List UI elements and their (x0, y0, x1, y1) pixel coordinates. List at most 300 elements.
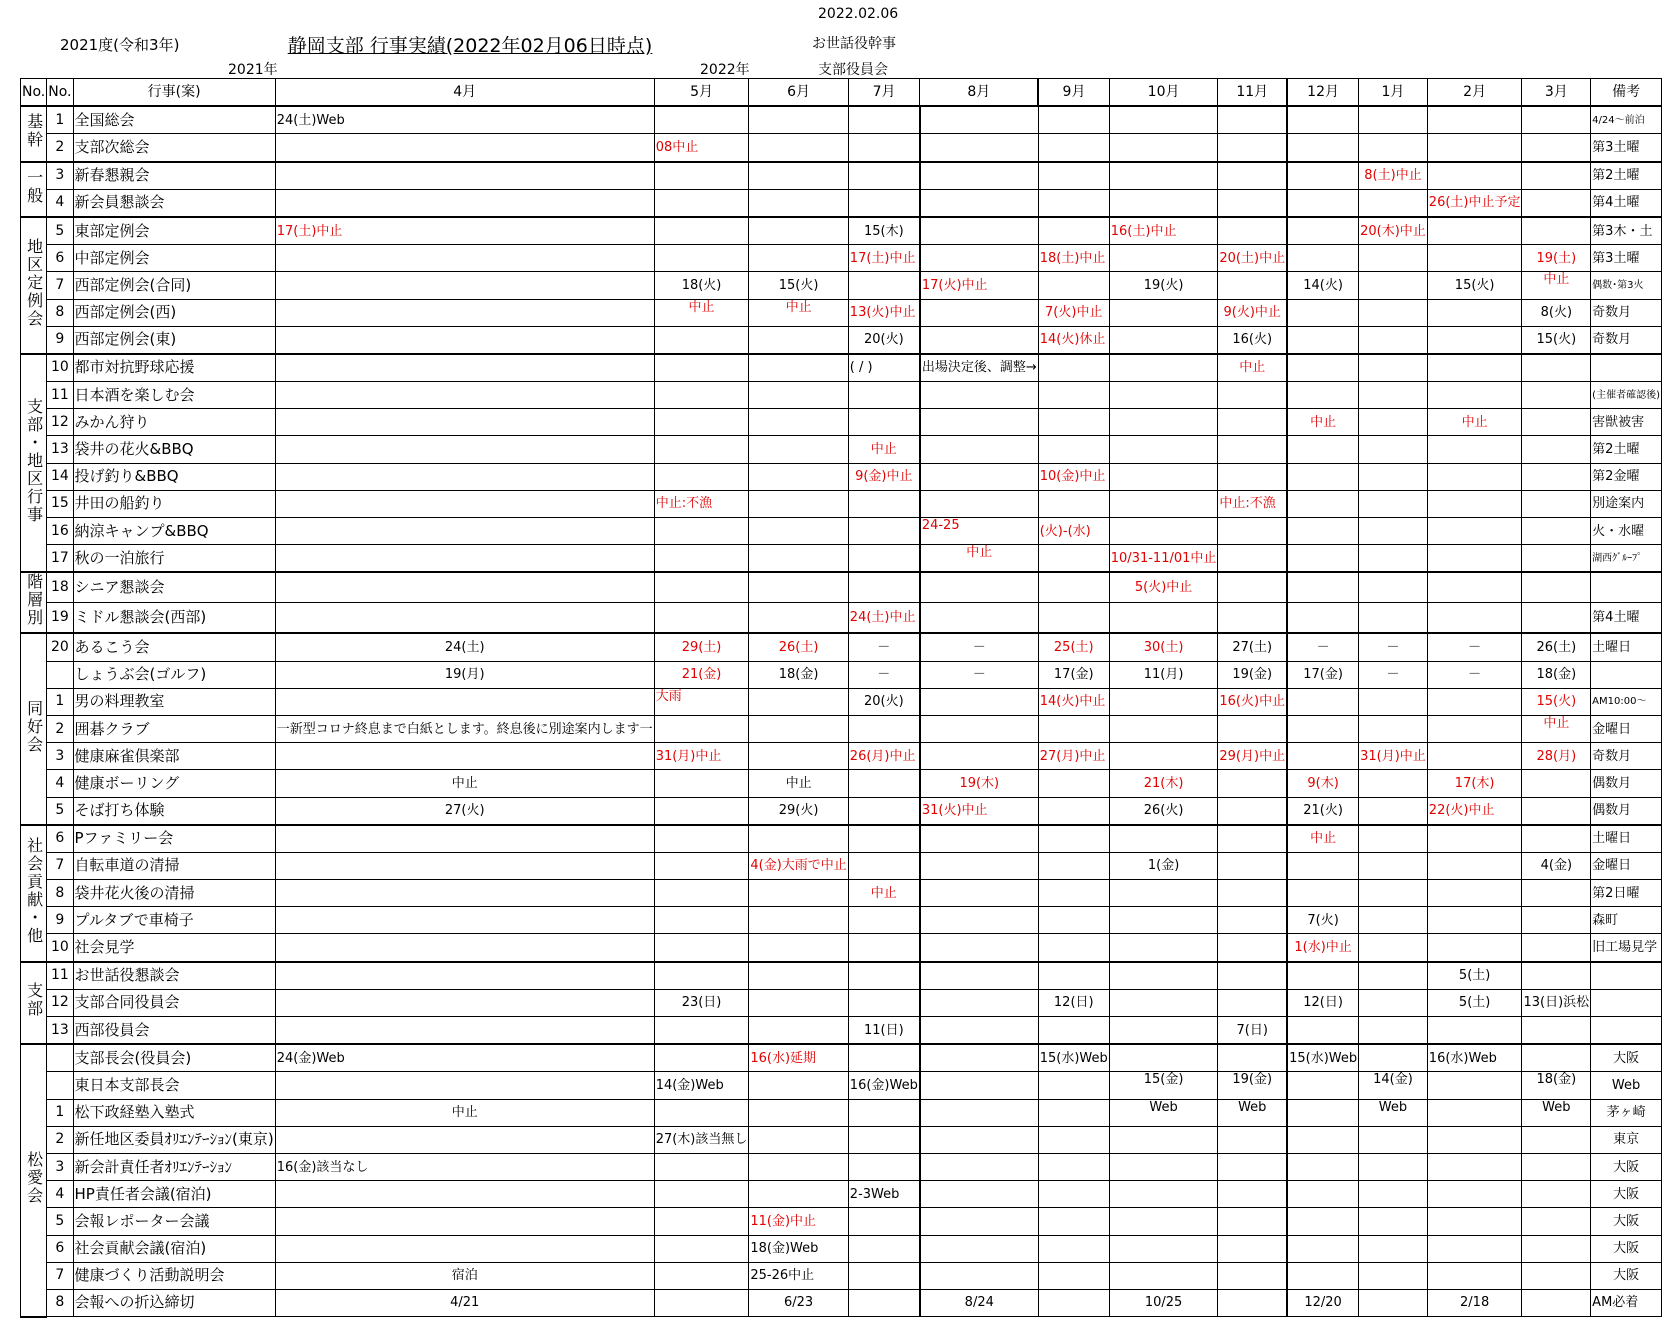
event-name: 新春懇親会 (73, 162, 275, 190)
table-row (21, 770, 1662, 797)
table-row (21, 688, 1662, 715)
month-cell (1359, 1235, 1428, 1262)
cell-text: 中止 (785, 299, 812, 315)
month-cell (920, 382, 1038, 409)
month-cell (848, 106, 920, 134)
month-cell (848, 1072, 920, 1099)
month-cell (1038, 1044, 1109, 1072)
cell-text: 大雨 (655, 688, 682, 704)
month-cell (1218, 1126, 1287, 1153)
month-cell (1522, 688, 1591, 715)
row-number: 2 (47, 1126, 73, 1153)
month-cell (1038, 1262, 1109, 1289)
event-name: 松下政経塾入塾式 (73, 1099, 275, 1126)
month-cell (749, 382, 848, 409)
month-cell (1287, 382, 1359, 409)
month-cell (1427, 572, 1522, 603)
month-cell (1218, 1153, 1287, 1180)
table-row (21, 603, 1662, 634)
cell-text: 15(火) (1536, 694, 1577, 710)
cell-text: 中止 (870, 885, 897, 901)
month-cell (1522, 217, 1591, 245)
month-cell (1287, 770, 1359, 797)
month-cell (1287, 1072, 1359, 1099)
month-cell (1359, 1262, 1428, 1289)
month-cell (1109, 715, 1218, 742)
month-cell (1109, 1235, 1218, 1262)
event-name: プルタブで車椅子 (73, 907, 275, 934)
month-cell (1427, 770, 1522, 797)
cell-text: 1(水)中止 (1294, 940, 1352, 956)
cell-text: 20(火) (863, 332, 904, 348)
month-cell (654, 603, 749, 634)
month-cell (654, 463, 749, 490)
column-header: 6月 (749, 79, 848, 107)
month-cell (749, 934, 848, 962)
table-row (21, 934, 1662, 962)
month-cell (275, 1208, 654, 1235)
month-cell (1359, 1208, 1428, 1235)
month-cell (1218, 880, 1287, 907)
row-number: 16 (47, 518, 73, 545)
month-cell (920, 633, 1038, 661)
month-cell (848, 1181, 920, 1208)
month-cell (1427, 1208, 1522, 1235)
cell-text: 中止 (1461, 414, 1488, 430)
event-name: お世話役懇談会 (73, 962, 275, 990)
cell-text: － (1386, 667, 1400, 683)
cell-text: 26(月)中止 (849, 748, 916, 764)
event-name: 投げ釣り&BBQ (73, 463, 275, 490)
month-cell (1359, 743, 1428, 770)
cell-text: 15(金) (1143, 1072, 1184, 1088)
column-header: 備考 (1591, 79, 1662, 107)
cell-text: 26(土) (778, 639, 819, 655)
month-cell (1522, 1289, 1591, 1316)
month-cell (1218, 1235, 1287, 1262)
month-cell (1522, 1072, 1591, 1099)
month-cell (749, 1099, 848, 1126)
event-name: 健康づくり活動説明会 (73, 1262, 275, 1289)
month-cell (1218, 354, 1287, 382)
table-row (21, 715, 1662, 742)
month-cell (1109, 825, 1218, 853)
table-row (21, 382, 1662, 409)
month-cell (920, 907, 1038, 934)
month-cell (1287, 463, 1359, 490)
month-cell (1427, 490, 1522, 517)
month-cell (920, 934, 1038, 962)
cell-text: ( / ) (849, 360, 873, 376)
month-cell (1038, 1126, 1109, 1153)
month-cell (1522, 852, 1591, 879)
row-number: 5 (47, 797, 73, 825)
month-cell (1427, 463, 1522, 490)
cell-text: 19(金) (1232, 667, 1273, 683)
month-cell (1522, 962, 1591, 990)
month-cell (1109, 1289, 1218, 1316)
table-row (21, 1072, 1662, 1099)
month-cell (1038, 436, 1109, 463)
month-cell (1522, 770, 1591, 797)
row-number: 9 (47, 907, 73, 934)
month-cell (920, 545, 1038, 573)
month-cell (920, 245, 1038, 272)
month-cell (920, 1017, 1038, 1045)
month-cell (848, 217, 920, 245)
month-cell (1359, 545, 1428, 573)
month-cell (920, 436, 1038, 463)
cell-text: 宿泊 (451, 1268, 478, 1284)
table-row (21, 1208, 1662, 1235)
month-cell (848, 490, 920, 517)
month-cell (1109, 189, 1218, 217)
month-cell (1218, 326, 1287, 354)
month-cell (654, 162, 749, 190)
month-cell (1287, 436, 1359, 463)
cell-text: 中止 (1543, 272, 1570, 288)
month-cell (654, 189, 749, 217)
month-cell (848, 825, 920, 853)
cell-text: 16(水)延期 (750, 1050, 817, 1066)
month-cell (275, 1289, 654, 1316)
month-cell (1218, 907, 1287, 934)
note-cell: 第2日曜 (1591, 880, 1662, 907)
category-text: 支部 (24, 982, 44, 1019)
month-cell (1427, 545, 1522, 573)
event-name: 男の料理教室 (73, 688, 275, 715)
event-name: 西部定例会(西) (73, 299, 275, 326)
month-cell (1218, 688, 1287, 715)
month-cell (848, 1208, 920, 1235)
note-cell: 第4土曜 (1591, 603, 1662, 634)
month-cell (749, 490, 848, 517)
month-cell (1218, 1044, 1287, 1072)
month-cell (1038, 272, 1109, 299)
month-cell (1522, 299, 1591, 326)
month-cell (1218, 661, 1287, 688)
event-name: 自転車道の清掃 (73, 852, 275, 879)
month-cell (275, 688, 654, 715)
month-cell (1109, 743, 1218, 770)
category-label (21, 572, 47, 633)
month-cell (1038, 962, 1109, 990)
month-cell (1109, 299, 1218, 326)
month-cell (1038, 326, 1109, 354)
cell-text: 24(土) (444, 639, 485, 655)
month-cell (275, 880, 654, 907)
month-cell (1038, 797, 1109, 825)
month-cell (1038, 518, 1109, 545)
category-label (21, 633, 47, 824)
cell-text: 18(金)Web (750, 1241, 819, 1257)
month-cell (1218, 603, 1287, 634)
month-cell (920, 1072, 1038, 1099)
month-cell (275, 1017, 654, 1045)
month-cell (1359, 436, 1428, 463)
table-row (21, 545, 1662, 573)
month-cell (920, 743, 1038, 770)
month-cell (920, 189, 1038, 217)
month-cell (1109, 1072, 1218, 1099)
cell-text: 21(木) (1143, 775, 1184, 791)
month-cell (1038, 1181, 1109, 1208)
month-cell (1522, 603, 1591, 634)
month-cell (1287, 106, 1359, 134)
row-number: 13 (47, 1017, 73, 1045)
cell-text: 24(金)Web (276, 1050, 345, 1066)
cell-text: － (1468, 667, 1482, 683)
month-cell (920, 1262, 1038, 1289)
month-cell (654, 989, 749, 1016)
month-cell (749, 463, 848, 490)
cell-text: 25-26中止 (750, 1268, 815, 1284)
category-label (21, 354, 47, 573)
month-cell (749, 1044, 848, 1072)
cell-text: 14(火)休止 (1039, 332, 1106, 348)
event-name: シニア懇談会 (73, 572, 275, 603)
month-cell (1522, 1181, 1591, 1208)
month-cell (1287, 545, 1359, 573)
row-number: 5 (47, 217, 73, 245)
month-cell (1038, 715, 1109, 742)
month-cell (749, 715, 848, 742)
row-number: 15 (47, 490, 73, 517)
row-number: 18 (47, 572, 73, 603)
month-cell (654, 1072, 749, 1099)
month-cell (848, 688, 920, 715)
table-row (21, 162, 1662, 190)
note-cell: 第2金曜 (1591, 463, 1662, 490)
month-cell (1427, 1044, 1522, 1072)
note-cell: 偶数･第3火 (1591, 272, 1662, 299)
month-cell (1427, 907, 1522, 934)
table-row (21, 409, 1662, 436)
month-cell (654, 436, 749, 463)
cell-text: 中止 (870, 442, 897, 458)
month-cell (1038, 1153, 1109, 1180)
month-cell (654, 1289, 749, 1316)
month-cell (1038, 633, 1109, 661)
cell-text: 中止 (966, 545, 993, 561)
month-cell (1038, 1289, 1109, 1316)
month-cell (275, 162, 654, 190)
table-row (21, 1262, 1662, 1289)
month-cell (1109, 880, 1218, 907)
note-cell: 森町 (1591, 907, 1662, 934)
month-cell (1359, 189, 1428, 217)
cell-text: 16(金)Web (849, 1077, 918, 1093)
month-cell (1287, 189, 1359, 217)
month-cell (749, 326, 848, 354)
cell-text: Web (1542, 1099, 1571, 1115)
month-cell (654, 409, 749, 436)
month-cell (1038, 825, 1109, 853)
month-cell (275, 463, 654, 490)
month-cell (1038, 382, 1109, 409)
event-name: 都市対抗野球応援 (73, 354, 275, 382)
row-number: 8 (47, 1289, 73, 1316)
row-number: 10 (47, 934, 73, 962)
cell-text: 16(火) (1232, 332, 1273, 348)
table-row (21, 1017, 1662, 1045)
month-cell (1359, 907, 1428, 934)
month-cell (654, 545, 749, 573)
event-name: あるこう会 (73, 633, 275, 661)
month-cell (848, 409, 920, 436)
month-cell (920, 825, 1038, 853)
month-cell (1287, 354, 1359, 382)
month-cell (848, 245, 920, 272)
row-number: 11 (47, 382, 73, 409)
table-row (21, 272, 1662, 299)
month-cell (749, 603, 848, 634)
cell-text: 15(水)Web (1039, 1050, 1108, 1066)
cell-text: － (1468, 639, 1482, 655)
month-cell (1109, 852, 1218, 879)
month-cell (1522, 382, 1591, 409)
note-cell: 奇数月 (1591, 743, 1662, 770)
month-cell (848, 382, 920, 409)
month-cell (1109, 572, 1218, 603)
month-cell (1038, 770, 1109, 797)
note-cell: 第3土曜 (1591, 245, 1662, 272)
note-cell: 湖西ｸﾞﾙｰﾌﾟ (1591, 545, 1662, 573)
table-row (21, 518, 1662, 545)
month-cell (848, 545, 920, 573)
month-cell (1109, 134, 1218, 162)
month-cell (1218, 134, 1287, 162)
month-cell (1522, 189, 1591, 217)
month-cell (1359, 1126, 1428, 1153)
month-cell (1287, 852, 1359, 879)
cell-text: 8(土)中止 (1364, 168, 1422, 184)
month-cell (1038, 1208, 1109, 1235)
month-cell (848, 880, 920, 907)
cell-text: 27(月)中止 (1039, 748, 1106, 764)
table-row (21, 354, 1662, 382)
note-cell: 奇数月 (1591, 326, 1662, 354)
month-cell (275, 1126, 654, 1153)
month-cell (1218, 382, 1287, 409)
table-row (21, 245, 1662, 272)
row-number: 1 (47, 106, 73, 134)
category-label (21, 1044, 47, 1316)
month-cell (1427, 1181, 1522, 1208)
month-cell (1038, 490, 1109, 517)
note-cell: 奇数月 (1591, 299, 1662, 326)
event-name: 健康麻雀倶楽部 (73, 743, 275, 770)
note-cell: 別途案内 (1591, 490, 1662, 517)
month-cell (1359, 770, 1428, 797)
cell-text: 24(土)中止 (849, 610, 916, 626)
cell-text: 中止 (785, 775, 812, 791)
table-row (21, 217, 1662, 245)
month-cell (1359, 245, 1428, 272)
month-cell (1038, 880, 1109, 907)
month-cell (1427, 688, 1522, 715)
table-row (21, 1235, 1662, 1262)
month-cell (1287, 572, 1359, 603)
month-cell (275, 518, 654, 545)
row-number: 8 (47, 880, 73, 907)
month-cell (1038, 743, 1109, 770)
month-cell (1427, 1289, 1522, 1316)
category-label (21, 217, 47, 354)
table-row (21, 880, 1662, 907)
month-cell (920, 106, 1038, 134)
month-cell (920, 603, 1038, 634)
month-cell (1359, 715, 1428, 742)
month-cell (1359, 852, 1428, 879)
cell-text: 中止 (1239, 360, 1266, 376)
cell-text: 17(火)中止 (921, 277, 988, 293)
event-name: 袋井の花火&BBQ (73, 436, 275, 463)
month-cell (1427, 354, 1522, 382)
month-cell (1218, 299, 1287, 326)
cell-text: 22(火)中止 (1428, 803, 1495, 819)
cell-text: － (877, 639, 891, 655)
month-cell (1427, 661, 1522, 688)
month-cell (1109, 962, 1218, 990)
event-name: 全国総会 (73, 106, 275, 134)
cell-text: 5(土) (1458, 968, 1491, 984)
month-cell (848, 797, 920, 825)
month-cell (1038, 134, 1109, 162)
month-cell (749, 1017, 848, 1045)
month-cell (1427, 436, 1522, 463)
cell-text: 29(火) (778, 803, 819, 819)
month-cell (1427, 106, 1522, 134)
month-cell (275, 962, 654, 990)
cell-text: 10(金)中止 (1039, 469, 1106, 485)
month-cell (749, 661, 848, 688)
category-text: 松愛会 (24, 1150, 44, 1205)
cell-text: 5(土) (1458, 995, 1491, 1011)
month-cell (654, 743, 749, 770)
month-cell (848, 436, 920, 463)
month-cell (1109, 770, 1218, 797)
cell-text: 一新型コロナ終息まで白紙とします。終息後に別途案内します一 (276, 721, 653, 737)
month-cell (1109, 1044, 1218, 1072)
month-cell (749, 436, 848, 463)
cell-text: 31(月)中止 (655, 748, 722, 764)
month-cell (1218, 1017, 1287, 1045)
row-number: 13 (47, 436, 73, 463)
cell-text: 7(火)中止 (1045, 305, 1103, 321)
month-cell (848, 603, 920, 634)
event-name: 納涼キャンプ&BBQ (73, 518, 275, 545)
month-cell (749, 1289, 848, 1316)
month-cell (848, 1017, 920, 1045)
cell-text: 7(火) (1307, 912, 1339, 928)
column-header: 12月 (1287, 79, 1359, 107)
month-cell (920, 1044, 1038, 1072)
month-cell (1522, 715, 1591, 742)
cell-text: － (877, 667, 891, 683)
month-cell (848, 1099, 920, 1126)
event-name: 中部定例会 (73, 245, 275, 272)
month-cell (1427, 825, 1522, 853)
row-number: 12 (47, 409, 73, 436)
table-row (21, 825, 1662, 853)
column-header: 11月 (1218, 79, 1287, 107)
note-cell: 第3土曜 (1591, 134, 1662, 162)
month-cell (275, 989, 654, 1016)
month-cell (848, 572, 920, 603)
month-cell (1287, 743, 1359, 770)
schedule-table (20, 78, 1662, 1318)
